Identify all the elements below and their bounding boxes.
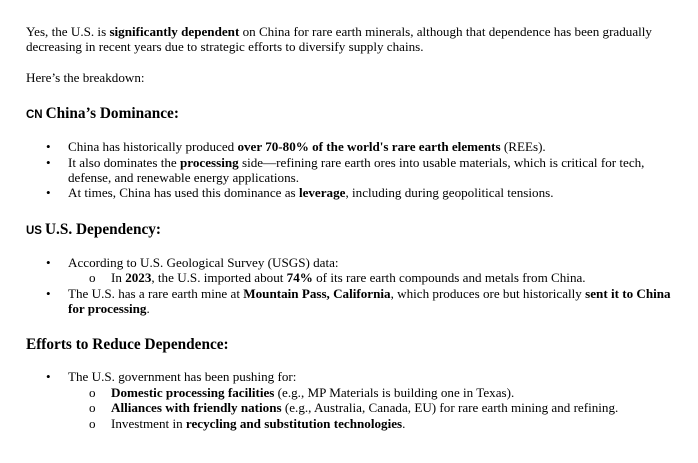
bullet-text: , which produces ore but historically	[390, 285, 586, 301]
bullet-bold: recycling and substitution technologies	[185, 415, 403, 431]
bullet-bold: sent it to China for processing	[68, 285, 671, 317]
bullet-bold: processing	[180, 154, 239, 170]
efforts-bullet-1	[26, 369, 674, 431]
bullet-bold: leverage	[298, 185, 346, 201]
document-body	[26, 24, 674, 431]
us-sublist	[68, 270, 674, 285]
intro-bold: significantly dependent	[109, 24, 240, 39]
bullet-text: The U.S. has a rare earth mine at	[68, 285, 244, 301]
china-heading-text: China’s Dominance:	[45, 105, 179, 123]
bullet-bold: over 70-80% of the world's rare earth elements	[237, 139, 501, 155]
us-list	[26, 255, 674, 317]
china-bullet-2	[26, 155, 674, 186]
bullet-text: (e.g., Australia, Canada, EU) for rare earth mining and refining.	[281, 400, 619, 416]
bullet-text: , including during geopolitical tensions.	[345, 185, 554, 201]
us-bullet-1	[26, 255, 674, 286]
efforts-sublist	[68, 385, 674, 431]
bullet-bold: Alliances with friendly nations	[111, 400, 282, 416]
efforts-subbullet-1	[68, 385, 674, 400]
bullet-text: side—refining rare earth ores into usable materials, which is critical for tech, defense, and renewable energy applications.	[68, 154, 645, 186]
bullet-text: The U.S. government has been pushing for:	[68, 369, 297, 385]
cn-flag-icon: CN	[26, 109, 43, 122]
bullet-text: According to U.S. Geological Survey (USGS) data:	[68, 254, 339, 270]
us-heading	[26, 221, 674, 240]
bullet-text: , the U.S. imported about	[151, 270, 287, 286]
us-flag-icon: US	[26, 224, 42, 237]
china-heading	[26, 105, 674, 124]
bullet-bold: 2023	[125, 270, 152, 286]
breakdown-line: Here’s the breakdown:	[26, 69, 145, 85]
us-bullet-2	[26, 286, 674, 317]
efforts-heading: Efforts to Reduce Dependence:	[26, 336, 229, 354]
bullet-text: In	[111, 270, 126, 286]
efforts-list	[26, 369, 674, 431]
china-list	[26, 139, 674, 201]
bullet-text: China has historically produced	[68, 139, 238, 155]
bullet-text: of its rare earth compounds and metals from China.	[312, 270, 586, 286]
bullet-bold: 74%	[286, 270, 313, 286]
bullet-bold: Domestic processing facilities	[111, 384, 275, 400]
intro-text: Yes, the U.S. is	[26, 24, 110, 39]
bullet-text: (REEs).	[500, 139, 546, 155]
intro-text-2: on China for rare earth minerals, although that dependence has been gradually decreasing in recent years due to strategic efforts to diversify supply chains.	[26, 24, 652, 55]
china-bullet-1	[26, 139, 674, 154]
bullet-text: .	[402, 415, 406, 431]
bullet-bold: Mountain Pass, California	[243, 285, 391, 301]
us-heading-text: U.S. Dependency:	[44, 220, 161, 238]
efforts-subbullet-2	[68, 400, 674, 415]
us-subbullet-1	[68, 270, 674, 285]
china-bullet-3	[26, 185, 674, 200]
bullet-text: (e.g., MP Materials is building one in Texas).	[274, 384, 515, 400]
intro-paragraph	[26, 24, 674, 55]
bullet-text: .	[146, 301, 150, 317]
bullet-text: It also dominates the	[68, 154, 181, 170]
efforts-subbullet-3	[68, 416, 674, 431]
bullet-text: Investment in	[111, 415, 186, 431]
bullet-text: At times, China has used this dominance as	[68, 185, 299, 201]
